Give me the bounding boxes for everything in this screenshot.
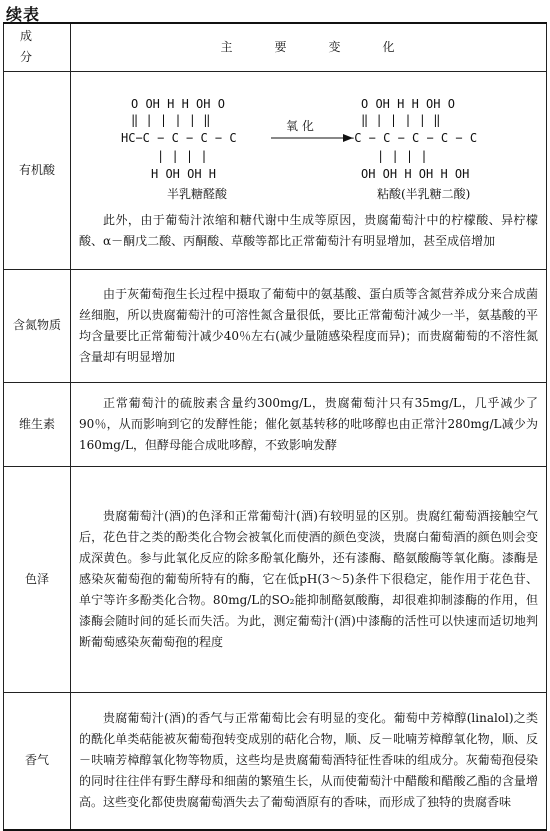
- reactant-line-1: O OH H H OH O: [131, 97, 225, 111]
- table-row-nitrogen: [4, 269, 547, 382]
- header-changes-label: 主要变化: [220, 39, 437, 54]
- changes-cell: [71, 466, 547, 692]
- color-text: 贵腐葡萄汁(酒)的色泽和正常葡萄汁(酒)有较明显的区别。贵腐红葡萄酒接触空气后，花色苷之类的酚类化合物会被氧化而使酒的颜色变淡，贵腐白葡萄酒的颜色则会变成深黄色。参与此氧化反应的除多酚氧化酶外，还有漆酶、酪氨酸酶等氧化酶。漆酶是感染灰葡萄孢的葡萄所特有的酶，它在低pH(3～5)条件下很稳定，能作用于花色苷、单宁等许多酚类化合物。80mg/L的SO₂能抑制酪氨酸酶，却很难抑制漆酶的作用，但漆酶会随时间的延长而失活。为此，测定葡萄汁(酒)中漆酶的活性可以快速而适切地判断葡萄感染灰葡萄孢的程度: [79, 508, 538, 649]
- nitrogen-text: 由于灰葡萄孢生长过程中摄取了葡萄中的氨基酸、蛋白质等含氮营养成分来合成菌丝细胞，所以贵腐葡萄汁的可溶性氮含量很低，要比正常葡萄汁减少一半，氨基酸的平均含量要比正常葡萄汁减少40％左右(减少量随感染程度而异)；而贵腐葡萄的不溶性氮含量却有明显增加: [79, 286, 538, 364]
- reactant-line-3: HC−C − C − C − C: [121, 131, 237, 145]
- header-component: [4, 23, 71, 71]
- vitamin-text: 正常葡萄汁的硫胺素含量约300mg/L，贵腐葡萄汁只有35mg/L，几乎减少了90％，从而影响到它的发酵性能；催化氨基转移的吡哆醇也由正常汁280mg/L减少为160mg/L，但酵母能合成吡哆醇，不致影响发酵: [79, 395, 538, 452]
- reactant-name: 半乳糖醛酸: [167, 187, 228, 201]
- oxidation-reaction-diagram: [71, 84, 546, 206]
- changes-cell: [71, 692, 547, 830]
- arrow-label: 氧 化: [286, 119, 314, 133]
- table-row-vitamin: [4, 382, 547, 466]
- header-component-label: 成 分: [19, 29, 54, 65]
- changes-cell: [71, 382, 547, 466]
- reaction-svg: [71, 84, 547, 206]
- aroma-text: 贵腐葡萄汁(酒)的香气与正常葡萄比会有明显的变化。葡萄中芳樟醇(linalol)之类的酰化单类萜能被灰葡萄孢转变成别的萜化合物，顺、反－吡喃芳樟醇氧化物，顺、反－呋喃芳樟醇氧化物等物质，这些均是贵腐葡萄酒特征性香味的组成分。灰葡萄孢侵染的同时往往伴有野生酵母和细菌的繁殖生长，从而使葡萄汁中醋酸和醋酸乙酯的含量增高。这些变化都使贵腐葡萄酒失去了葡萄酒原有的香味，而形成了独特的贵腐香味: [79, 711, 538, 810]
- product-name: 粘酸(半乳糖二酸): [377, 187, 471, 201]
- product-line-4: | | | |: [377, 149, 428, 163]
- product-line-1: O OH H H OH O: [361, 97, 455, 111]
- product-line-3: −C − C − C − C − C: [347, 131, 478, 145]
- component-cell: 香气: [4, 692, 71, 830]
- component-cell: 色泽: [4, 466, 71, 692]
- table-row-color: [4, 466, 547, 692]
- changes-cell: [71, 71, 547, 269]
- component-cell: 含氮物质: [4, 269, 71, 382]
- composition-changes-table: [3, 22, 547, 831]
- component-cell: 有机酸: [4, 71, 71, 269]
- header-main-changes: [71, 23, 547, 71]
- changes-cell: [71, 269, 547, 382]
- table-row-aroma: [4, 692, 547, 830]
- reactant-line-4: | | | |: [157, 149, 208, 163]
- reactant-line-2: ‖ | | | | ‖: [131, 113, 211, 127]
- table-row-organic-acid: [4, 71, 547, 269]
- product-line-2: ‖ | | | | ‖: [361, 113, 441, 127]
- table-header-row: [4, 23, 547, 71]
- continued-table-title: 续表: [6, 5, 41, 24]
- organic-acid-text: 此外，由于葡萄汁浓缩和糖代谢中生成等原因，贵腐葡萄汁中的柠檬酸、异柠檬酸、α－酮戊二酸、丙酮酸、草酸等都比正常葡萄汁有明显增加，甚至成倍增加: [79, 213, 538, 248]
- reactant-line-5: H OH OH H: [151, 167, 217, 181]
- product-line-5: OH OH H OH H OH: [361, 167, 470, 181]
- component-cell: 维生素: [4, 382, 71, 466]
